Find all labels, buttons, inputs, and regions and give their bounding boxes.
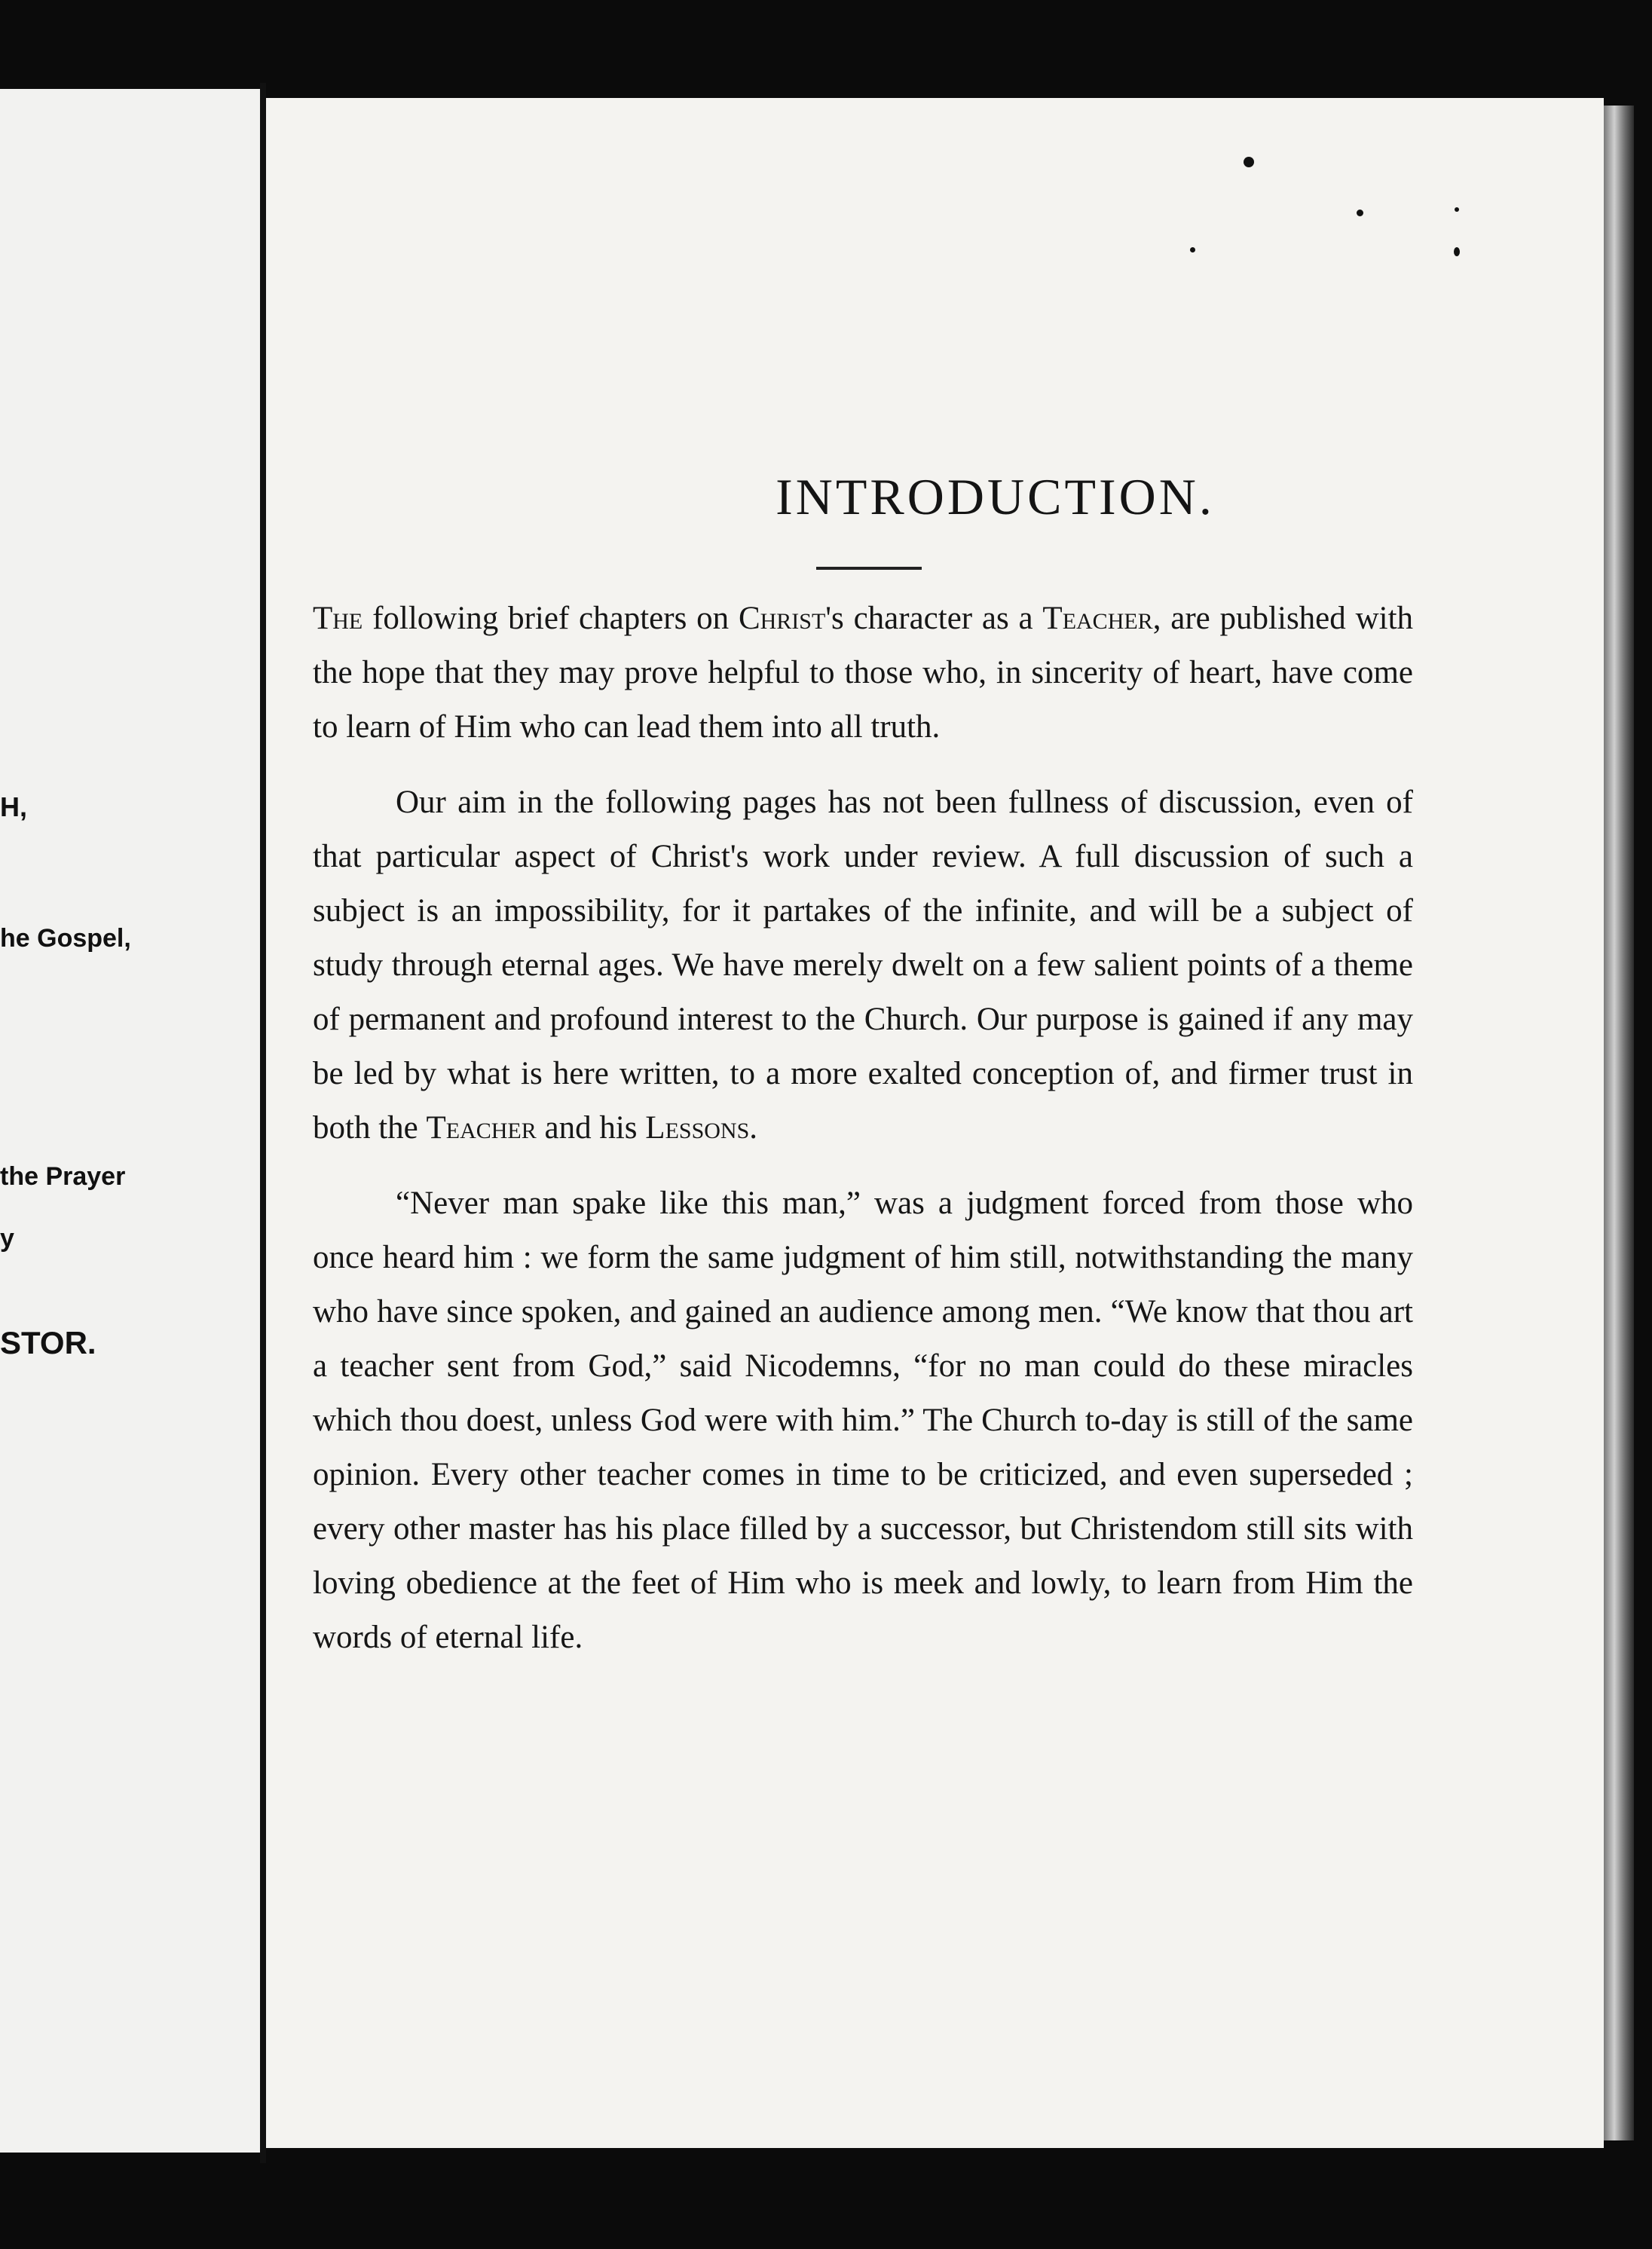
page-divider: [260, 83, 266, 2163]
ink-speck: [1454, 247, 1460, 256]
left-fragment-5: STOR.: [0, 1325, 96, 1360]
small-caps-word: Teacher: [426, 1110, 537, 1146]
right-page: [266, 98, 1604, 2148]
small-caps-word: Christ: [738, 601, 826, 636]
text-segment: , are published with the hope that they may prove helpful to those who, in sincerity of heart, have come to learn of Him who can lead them into all truth.: [313, 601, 1414, 745]
body-text: [313, 592, 1413, 1686]
title-rule: [816, 567, 922, 570]
small-caps-word: Lessons: [645, 1110, 750, 1146]
left-fragment-3: the Prayer: [0, 1162, 126, 1191]
text-segment: .: [749, 1110, 758, 1146]
left-fragment-1: H,: [0, 791, 27, 822]
small-caps-word: Teacher: [1042, 601, 1153, 636]
ink-speck: [1455, 207, 1459, 212]
left-fragment-2: he Gospel,: [0, 924, 131, 953]
paragraph-2: [313, 776, 1413, 1155]
left-facing-page: [0, 89, 260, 2153]
ink-speck: [1357, 210, 1363, 216]
ink-speck: [1244, 157, 1254, 167]
text-segment: following brief chapters on: [363, 601, 739, 636]
ink-speck: [1190, 247, 1195, 252]
text-segment: “Never man spake like this man,” was a judgment forced from those who once heard him : we form the same judgment of him still, notwithstanding the many who have since spoken, and gained an audience among men. “We know that thou art a teacher sent from God,” said Nicodemns, “for no man could do these miracles which thou doest, unless God were with him.” The Church to-day is still of the same opinion. Every other teacher comes in time to be criticized, and even superseded ; every other master has his place filled by a successor, but Christendom still sits with loving obedience at the feet of Him who is meek and lowly, to learn from Him the words of eternal life.: [313, 1186, 1413, 1655]
paragraph-1: [313, 592, 1413, 754]
text-segment: Our aim in the following pages has not been fullness of discussion, even of that particular aspect of Christ's work under review. A full discussion of such a subject is an impossibility, for it partakes of the infinite, and will be a subject of study through eternal ages. We have merely dwelt on a few salient points of a theme of permanent and profound interest to the Church. Our purpose is gained if any may be led by what is here written, to a more exalted conception of, and firmer trust in both the: [313, 785, 1413, 1146]
paragraph-3: [313, 1177, 1413, 1665]
lead-word: The: [313, 601, 363, 636]
text-segment: and his: [536, 1110, 646, 1146]
text-segment: 's character as a: [825, 601, 1043, 636]
page-edge: [1604, 106, 1634, 2140]
page-title: INTRODUCTION.: [776, 468, 1215, 525]
left-fragment-4: y: [0, 1224, 14, 1253]
